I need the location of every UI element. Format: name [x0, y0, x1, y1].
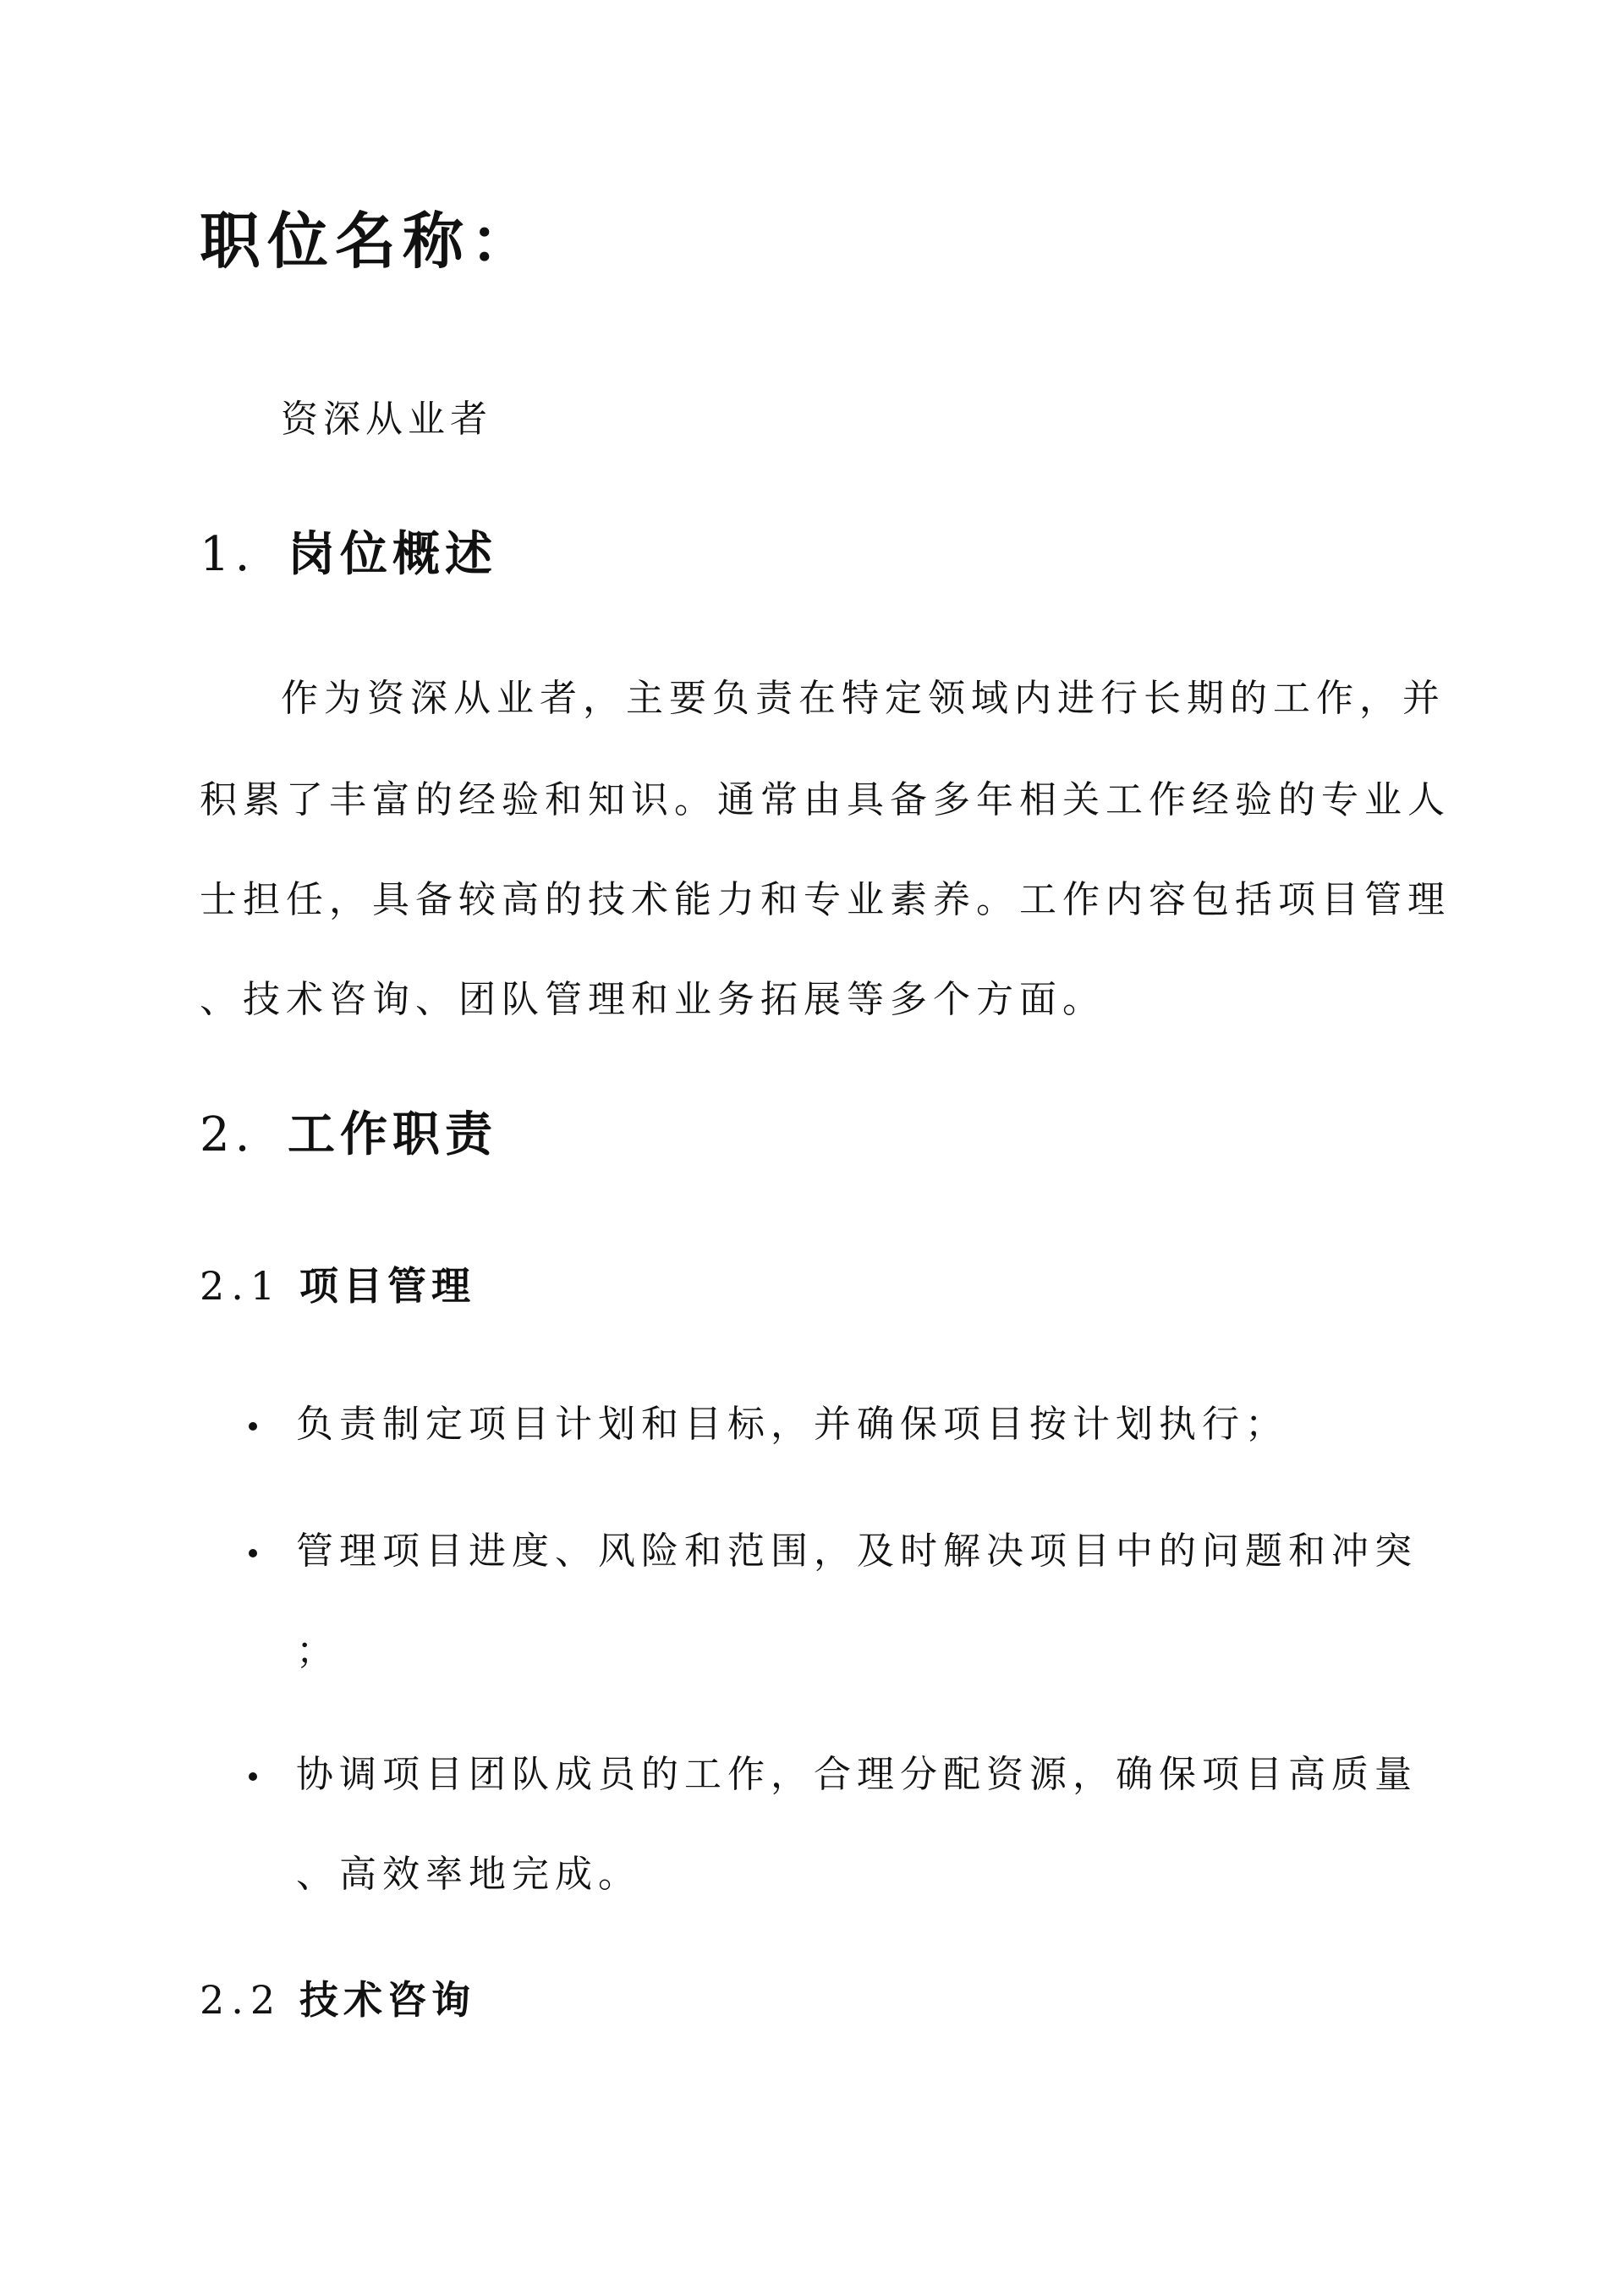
subsection-2-1-heading — [200, 1261, 475, 1311]
section-1-paragraph — [200, 775, 1451, 826]
bullet-item-text: 协调项目团队成员的工作，合理分配资源，确保项目高质量 — [296, 1753, 1418, 1796]
subsection-2-1-title: 项目管理 — [299, 1263, 475, 1309]
position-name: 资深从业者 — [281, 398, 492, 441]
section-1-title: 岗位概述 — [288, 526, 497, 582]
bullet-item-text: 负责制定项目计划和目标，并确保项目按计划执行； — [296, 1403, 1288, 1446]
subsection-2-1-number: 2.1 — [200, 1263, 283, 1309]
paragraph-line: 作为资深从业者，主要负责在特定领域内进行长期的工作，并 — [281, 677, 1446, 720]
paragraph-line: 积累了丰富的经验和知识。通常由具备多年相关工作经验的专业人 — [200, 778, 1451, 821]
paragraph-line: 、技术咨询、团队管理和业务拓展等多个方面。 — [200, 978, 1106, 1021]
bullet-item-text-continued: 、高效率地完成。 — [296, 1853, 641, 1896]
bullet-icon — [249, 1422, 257, 1431]
bullet-icon — [249, 1549, 257, 1557]
section-1-paragraph — [200, 875, 1451, 926]
section-1-paragraph — [200, 975, 1426, 1025]
subsection-2-2-heading — [200, 1975, 475, 2025]
document-title: 职位名称： — [200, 205, 539, 277]
section-2-heading — [200, 1105, 497, 1165]
section-2-title: 工作职责 — [288, 1107, 497, 1162]
paragraph-line: 士担任，具备较高的技术能力和专业素养。工作内容包括项目管理 — [200, 878, 1451, 921]
section-1-heading — [200, 525, 497, 585]
subsection-2-2-number: 2.2 — [200, 1977, 283, 2023]
subsection-2-2-title: 技术咨询 — [299, 1977, 475, 2023]
section-1-paragraph — [200, 673, 1446, 724]
bullet-item-text-continued: ； — [296, 1629, 339, 1673]
bullet-icon — [249, 1772, 257, 1781]
section-1-number: 1. — [200, 527, 255, 582]
bullet-item-text: 管理项目进度、风险和范围，及时解决项目中的问题和冲突 — [296, 1530, 1418, 1573]
section-2-number: 2. — [200, 1107, 255, 1162]
